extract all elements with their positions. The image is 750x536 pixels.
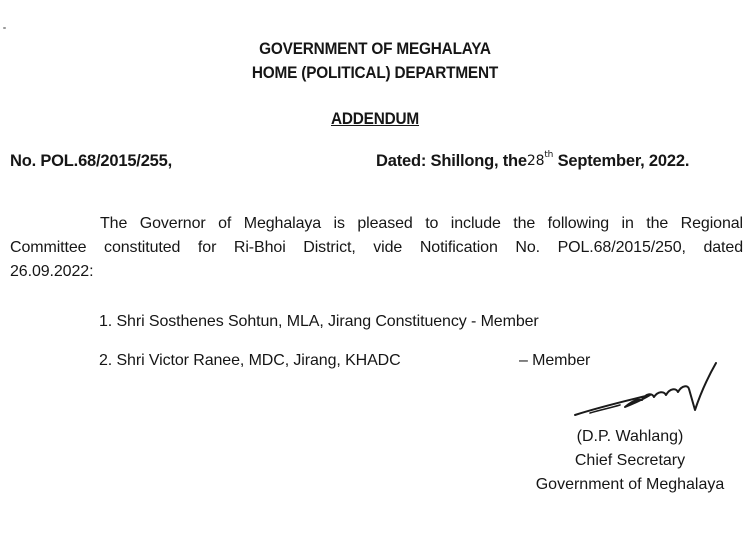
body-line-1: The Governor of Meghalaya is pleased to include the following in the Regional <box>100 215 743 232</box>
scan-speck <box>3 27 6 29</box>
government-heading: GOVERNMENT OF MEGHALAYA <box>259 40 491 58</box>
signatory-name: (D.P. Wahlang) <box>576 428 684 445</box>
member-item-1: 1. Shri Sosthenes Sohtun, MLA, Jirang Constituency - Member <box>99 313 539 330</box>
addendum-title: ADDENDUM <box>330 110 420 128</box>
reference-number: No. POL.68/2015/255, <box>10 152 173 170</box>
member-item-2-role: – Member <box>519 352 591 369</box>
signatory-designation: Chief Secretary <box>574 452 686 469</box>
handwritten-day: 28th <box>526 150 554 169</box>
body-line-2: Committee constituted for Ri-Bhoi District, vide Notification No. POL.68/2015/250, dated <box>10 239 743 256</box>
dated-line <box>376 152 689 171</box>
body-line-3: 26.09.2022: <box>10 263 94 280</box>
dated-prefix: Dated: Shillong, the <box>376 152 527 170</box>
signatory-organization: Government of Meghalaya <box>535 476 725 493</box>
department-heading: HOME (POLITICAL) DEPARTMENT <box>251 64 499 82</box>
member-item-2: 2. Shri Victor Ranee, MDC, Jirang, KHADC <box>99 352 401 369</box>
dated-suffix: September, 2022. <box>557 152 690 170</box>
signature-icon <box>570 355 720 425</box>
